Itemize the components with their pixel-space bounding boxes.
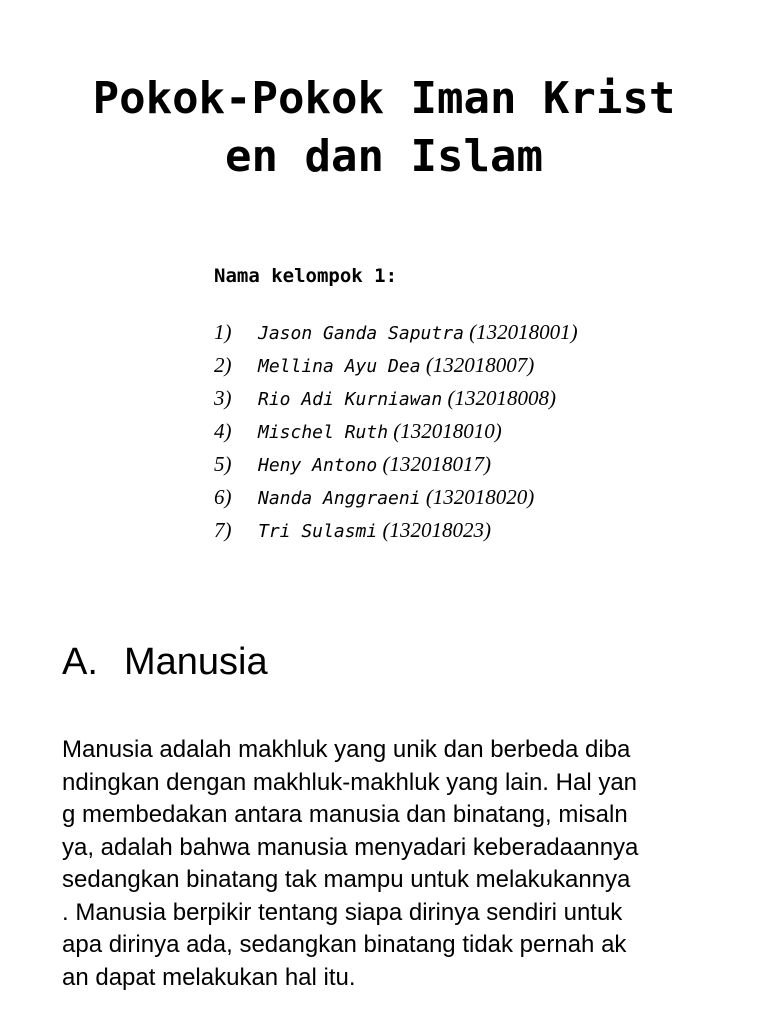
member-nim: (132018020) <box>425 485 535 509</box>
section-letter: A. <box>62 641 98 683</box>
member-number: 6) <box>214 485 232 509</box>
paragraph-line: an dapat melakukan hal itu. <box>62 963 356 991</box>
member-item <box>214 516 734 549</box>
member-nim: (132018007) <box>425 353 535 377</box>
member-item <box>214 483 734 516</box>
member-name: Mellina Ayu Dea <box>258 356 421 377</box>
member-number: 1) <box>214 320 232 344</box>
member-nim: (132018010) <box>393 419 502 443</box>
member-nim: (132018023) <box>382 518 491 542</box>
paragraph-line: g membedakan antara manusia dan binatang, misaln <box>62 801 628 828</box>
paragraph-line: ndingkan dengan makhluk-makhluk yang lain. Hal yan <box>62 768 638 796</box>
member-number: 5) <box>214 452 232 476</box>
member-item <box>214 384 734 417</box>
member-item <box>214 450 734 483</box>
member-nim: (132018008) <box>447 386 556 410</box>
title-line: en dan Islam <box>225 131 543 182</box>
paragraph-line: . Manusia berpikir tentang siapa dirinya sendiri untuk <box>62 898 623 926</box>
member-nim: (132018001) <box>469 320 578 344</box>
member-item <box>214 417 734 450</box>
document-title <box>0 70 768 186</box>
body-paragraph <box>62 734 722 994</box>
member-number: 2) <box>214 353 232 377</box>
section-heading <box>62 634 268 690</box>
member-nim: (132018017) <box>382 452 491 476</box>
member-name: Rio Adi Kurniawan <box>258 389 443 410</box>
paragraph-line: sedangkan binatang tak mampu untuk melakukannya <box>62 866 631 893</box>
member-name: Nanda Anggraeni <box>258 488 421 509</box>
group-members-block <box>214 262 734 549</box>
paragraph-line: ya, adalah bahwa manusia menyadari keberadaannya <box>62 833 639 861</box>
member-item <box>214 351 734 384</box>
member-item <box>214 318 734 351</box>
group-heading: Nama kelompok 1: <box>214 265 398 287</box>
member-list <box>214 318 734 549</box>
member-name: Tri Sulasmi <box>258 521 378 542</box>
paragraph-line: apa dirinya ada, sedangkan binatang tidak pernah ak <box>62 931 627 958</box>
member-name: Mischel Ruth <box>258 422 389 443</box>
member-number: 7) <box>214 518 232 542</box>
member-number: 3) <box>214 386 232 410</box>
member-name: Jason Ganda Saputra <box>258 323 464 344</box>
title-line: Pokok-Pokok Iman Krist <box>92 73 676 124</box>
member-name: Heny Antono <box>258 455 378 476</box>
paragraph-line: Manusia adalah makhluk yang unik dan berbeda diba <box>62 736 631 763</box>
member-number: 4) <box>214 419 232 443</box>
section-title-text: Manusia <box>124 641 268 683</box>
